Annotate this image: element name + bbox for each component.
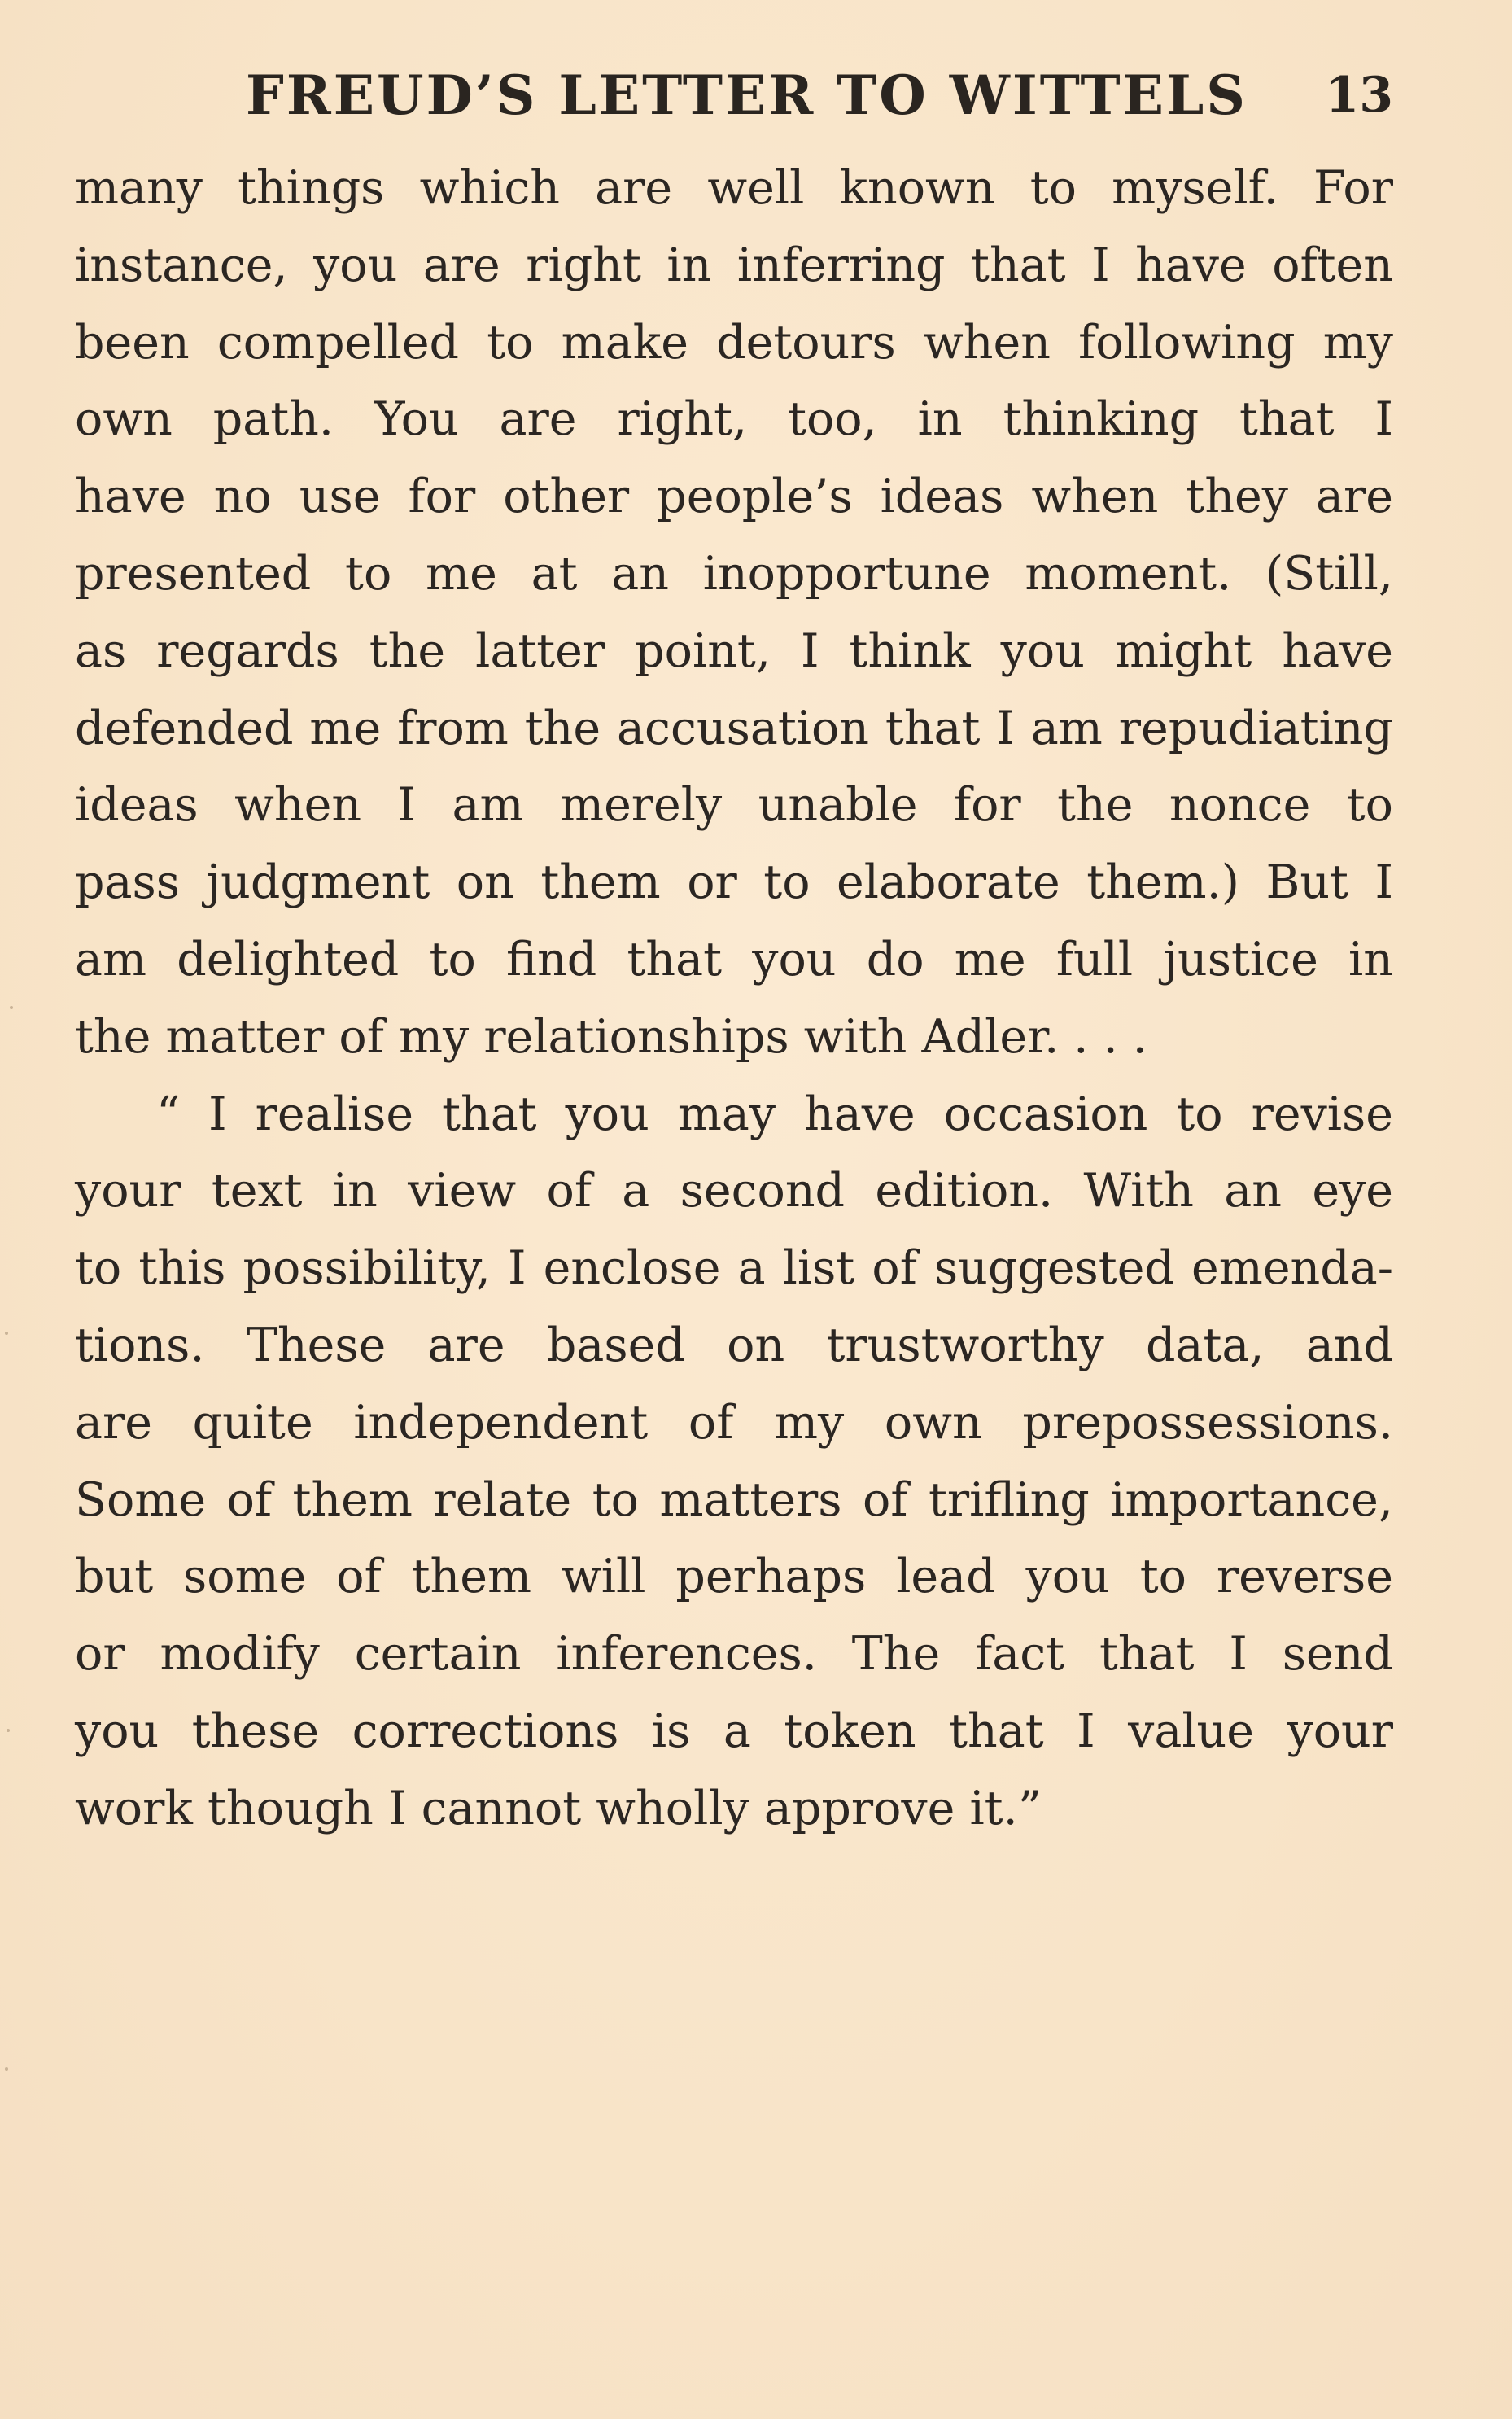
text-line: work though I cannot wholly approve it.” <box>75 1781 1042 1835</box>
paper-speck <box>7 1729 10 1732</box>
text-line: own path. You are right, too, in thinking that I <box>75 392 1393 447</box>
text-line: many things which are well known to myself. For <box>75 161 1393 215</box>
text-line: or modify certain inferences. The fact that I send <box>75 1627 1393 1682</box>
text-line: pass judgment on them or to elaborate them.) But I <box>75 855 1393 910</box>
text-line: the matter of my relationships with Adler. . . . <box>75 1009 1147 1064</box>
page-number: 13 <box>1325 67 1393 124</box>
text-line: “ I realise that you may have occasion to revise <box>156 1087 1393 1141</box>
paper-speck <box>10 1006 13 1009</box>
text-line: are quite independent of my own prepossessions. <box>75 1395 1393 1450</box>
text-line: as regards the latter point, I think you might have <box>75 623 1393 678</box>
text-line: ideas when I am merely unable for the nonce to <box>75 778 1393 833</box>
text-line: you these corrections is a token that I value your <box>75 1704 1393 1758</box>
text-line: am delighted to find that you do me full justice in <box>75 932 1393 986</box>
paper-speck <box>5 2067 8 2071</box>
text-line: but some of them will perhaps lead you to reverse <box>75 1550 1393 1604</box>
running-head <box>75 63 1393 137</box>
running-title: FREUD’S LETTER TO WITTELS <box>246 63 1248 127</box>
paragraph <box>75 150 1393 1076</box>
paragraph <box>75 1076 1393 1848</box>
text-line: been compelled to make detours when following my <box>75 315 1393 370</box>
text-line: Some of them relate to matters of trifling importance, <box>75 1472 1393 1527</box>
text-line: defended me from the accusation that I am repudiating <box>75 701 1393 755</box>
text-line: to this possibility, I enclose a list of suggested emenda- <box>75 1241 1393 1296</box>
text-line: tions. These are based on trustworthy data, and <box>75 1318 1393 1372</box>
text-line: instance, you are right in inferring that I have often <box>75 238 1393 292</box>
text-line: your text in view of a second edition. With an eye <box>75 1164 1393 1218</box>
body-text <box>75 150 1393 1848</box>
text-line: have no use for other people’s ideas when they are <box>75 470 1393 524</box>
paper-speck <box>5 1332 8 1335</box>
text-line: presented to me at an inopportune moment. (Still, <box>75 546 1393 601</box>
